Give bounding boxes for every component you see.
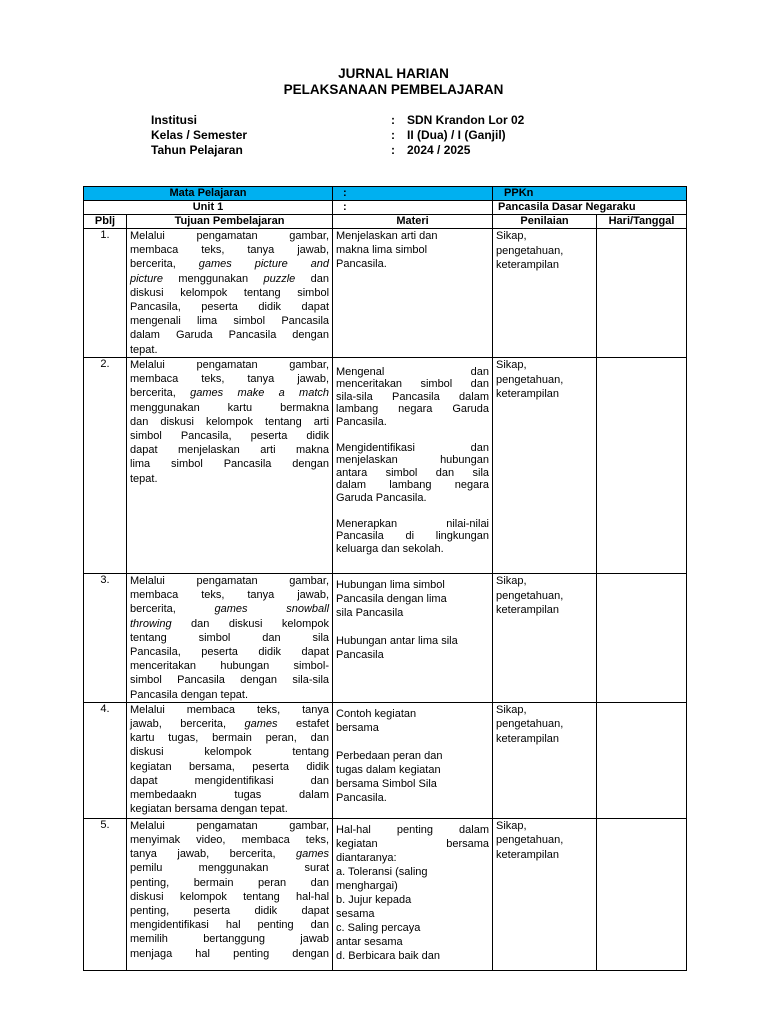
tujuan-line — [130, 386, 329, 400]
materi-cell — [333, 574, 493, 703]
tujuan-line: menceritakan hubungan simbol- — [130, 660, 330, 673]
document-subtitle: PELAKSANAAN PEMBELAJARAN — [283, 82, 504, 97]
tujuan-italic: picture — [130, 272, 164, 285]
info-value: 2024 / 2025 — [407, 143, 471, 157]
materi-line: Mengenal dan — [336, 366, 490, 378]
penilaian-line: pengetahuan, — [496, 834, 564, 847]
tujuan-line: dalam Garuda Pancasila dengan — [130, 329, 330, 342]
tujuan-cell — [127, 229, 333, 358]
materi-line: Pancasila di lingkungan — [336, 530, 490, 543]
tujuan-line: Melalui membaca teks, tanya — [130, 703, 330, 716]
materi-line: bersama Simbol Sila — [336, 777, 437, 790]
tujuan-italic: games make a match — [190, 387, 330, 400]
info-label: Institusi — [151, 113, 198, 127]
penilaian-cell — [493, 574, 597, 703]
tujuan-text: dan — [310, 272, 329, 285]
tujuan-line: dan diskusi kelompok tentang arti — [130, 415, 330, 428]
tujuan-line — [130, 847, 329, 861]
hari-tanggal-cell[interactable] — [597, 574, 687, 703]
materi-line: Pancasila dengan lima — [336, 593, 447, 605]
tujuan-line: membedaakn tugas dalam — [130, 789, 330, 802]
materi-line: sila Pancasila — [336, 607, 404, 619]
column-header-penilaian: Penilaian — [493, 215, 597, 229]
materi-line: menghargai) — [336, 879, 398, 892]
tujuan-line: kegiatan bersama, peserta didik — [130, 760, 330, 773]
materi-line: tugas dalam kegiatan — [336, 763, 441, 776]
tujuan-line: simbol Pancasila dengan sila-sila — [130, 674, 330, 687]
tujuan-line: diskusi kelompok tentang simbol — [130, 286, 330, 299]
info-colon: : — [391, 128, 395, 142]
materi-line: antara simbol dan sila — [336, 466, 490, 479]
tujuan-line: kartu tugas, bermain peran, dan — [130, 732, 330, 745]
column-header-row — [84, 215, 687, 229]
materi-line: Perbedaan peran dan — [336, 749, 443, 762]
materi-line: bersama — [336, 721, 379, 734]
unit-label: Unit 1 — [84, 201, 333, 215]
table-row — [84, 818, 687, 970]
tujuan-line: Melalui pengamatan gambar, — [130, 230, 330, 242]
materi-line: Pancasila. — [336, 258, 387, 270]
penilaian-line: pengetahuan, — [496, 373, 564, 386]
tujuan-cell — [127, 358, 333, 574]
materi-line: a. Toleransi (saling — [336, 865, 428, 878]
penilaian-cell — [493, 358, 597, 574]
tujuan-italic: games — [244, 718, 278, 731]
tujuan-line — [130, 602, 329, 616]
hari-tanggal-cell[interactable] — [597, 818, 687, 970]
materi-line: menjelaskan hubungan — [336, 454, 490, 467]
subject-value: PPKn — [493, 187, 687, 201]
tujuan-italic: puzzle — [263, 272, 296, 285]
penilaian-line: Sikap, — [496, 703, 527, 716]
table-row — [84, 229, 687, 358]
tujuan-line: membaca teks, tanya jawab, — [130, 244, 330, 257]
tujuan-line: penting, bermain peran dan — [130, 876, 330, 889]
penilaian-line: Sikap, — [496, 575, 527, 587]
tujuan-line: diskusi kelompok tentang — [130, 746, 330, 759]
materi-cell — [333, 702, 493, 818]
materi-cell — [333, 229, 493, 358]
tujuan-text: dan diskusi kelompok — [191, 617, 330, 630]
row-number: 5. — [84, 818, 127, 970]
penilaian-line: pengetahuan, — [496, 718, 564, 731]
table-row — [84, 702, 687, 818]
tujuan-line: Melalui pengamatan gambar, — [130, 819, 330, 832]
penilaian-line: pengetahuan, — [496, 589, 564, 602]
materi-line: keluarga dan sekolah. — [336, 542, 444, 555]
info-value: SDN Krandon Lor 02 — [407, 113, 525, 127]
penilaian-line: keterampilan — [496, 848, 559, 861]
materi-line: makna lima simbol — [336, 244, 428, 256]
tujuan-italic: games picture and — [198, 258, 330, 271]
info-label: Kelas / Semester — [151, 128, 248, 142]
materi-line: Pancasila. — [336, 791, 387, 804]
materi-line: d. Berbicara baik dan — [336, 949, 440, 962]
materi-line: kegiatan bersama — [336, 837, 490, 850]
tujuan-line: membaca teks, tanya jawab, — [130, 373, 330, 386]
tujuan-text: bercerita, — [130, 603, 176, 616]
materi-line: Garuda Pancasila. — [336, 491, 427, 504]
tujuan-cell — [127, 702, 333, 818]
tujuan-line: lima simbol Pancasila dengan — [130, 458, 330, 471]
materi-line: lambang negara Garuda — [336, 403, 490, 416]
tujuan-line: diskusi kelompok tentang hal-hal — [130, 890, 330, 903]
materi-line: Hubungan lima simbol — [336, 579, 445, 591]
hari-tanggal-cell[interactable] — [597, 358, 687, 574]
column-header-materi: Materi — [333, 215, 493, 229]
materi-line: Hal-hal penting dalam — [336, 823, 490, 836]
tujuan-text: estafet — [295, 718, 330, 731]
materi-line: Menjelaskan arti dan — [336, 230, 438, 242]
penilaian-line: keterampilan — [496, 388, 559, 400]
tujuan-line: mengidentifikasi hal penting dan — [130, 919, 330, 932]
tujuan-line: Pancasila, peserta didik dapat — [130, 301, 330, 314]
unit-colon: : — [333, 201, 493, 215]
tujuan-text: bercerita, — [130, 387, 176, 400]
tujuan-line: simbol Pancasila, peserta didik — [130, 430, 330, 443]
tujuan-line: dapat mengidentifikasi dan — [130, 774, 330, 787]
materi-cell — [333, 358, 493, 574]
table-row — [84, 358, 687, 574]
penilaian-cell — [493, 702, 597, 818]
table-row — [84, 574, 687, 703]
tujuan-line: mengenali lima simbol Pancasila — [130, 315, 330, 328]
penilaian-cell — [493, 229, 597, 358]
tujuan-line: memilih bertanggung jawab — [130, 933, 330, 946]
info-colon: : — [391, 143, 395, 157]
column-header-hari-tanggal: Hari/Tanggal — [597, 215, 687, 229]
row-number: 1. — [84, 229, 127, 358]
tujuan-line — [130, 272, 329, 286]
info-value: II (Dua) / I (Ganjil) — [407, 128, 506, 142]
tujuan-line — [130, 617, 329, 631]
column-header-tujuan: Tujuan Pembelajaran — [127, 215, 333, 229]
materi-line: Menerapkan nilai-nilai — [336, 518, 490, 531]
column-header-pblj: Pblj — [84, 215, 127, 229]
tujuan-line: Pancasila, peserta didik dapat — [130, 646, 330, 659]
tujuan-italic: games — [296, 848, 330, 861]
info-colon: : — [391, 113, 395, 127]
hari-tanggal-cell[interactable] — [597, 229, 687, 358]
penilaian-line: keterampilan — [496, 259, 559, 271]
materi-line: sesama — [336, 907, 375, 920]
materi-line: menceritakan simbol dan — [336, 378, 490, 391]
tujuan-italic: throwing — [130, 617, 172, 630]
penilaian-line: keterampilan — [496, 604, 559, 616]
tujuan-line — [130, 717, 329, 731]
row-number: 4. — [84, 702, 127, 818]
tujuan-line: Pancasila dengan tepat. — [130, 688, 249, 701]
tujuan-cell — [127, 574, 333, 703]
row-number: 2. — [84, 358, 127, 574]
materi-line: antar sesama — [336, 935, 403, 948]
tujuan-line: menjaga hal penting dengan — [130, 947, 330, 960]
materi-line: diantaranya: — [336, 851, 397, 864]
subject-colon: : — [333, 187, 493, 201]
materi-line: Contoh kegiatan — [336, 707, 417, 720]
penilaian-line: Sikap, — [496, 359, 527, 371]
unit-value: Pancasila Dasar Negaraku — [493, 201, 687, 215]
tujuan-line: penting, peserta didik dapat — [130, 905, 330, 918]
materi-cell — [333, 818, 493, 970]
tujuan-line: pemilu menggunakan surat — [130, 862, 330, 875]
row-number: 3. — [84, 574, 127, 703]
subject-label: Mata Pelajaran — [84, 187, 333, 201]
tujuan-line: tepat. — [130, 472, 158, 485]
tujuan-line: menyimak video, membaca teks, — [130, 834, 330, 847]
materi-line: Mengidentifikasi dan — [336, 442, 490, 455]
penilaian-line: Sikap, — [496, 230, 527, 242]
penilaian-line: keterampilan — [496, 732, 559, 745]
hari-tanggal-cell[interactable] — [597, 702, 687, 818]
tujuan-line: membaca teks, tanya jawab, — [130, 589, 330, 602]
materi-line: c. Saling percaya — [336, 921, 421, 934]
materi-line: Hubungan antar lima sila — [336, 635, 458, 647]
tujuan-text: jawab, bercerita, — [130, 718, 227, 731]
materi-line: Pancasila. — [336, 415, 387, 428]
journal-table — [83, 186, 687, 971]
materi-line: Pancasila — [336, 649, 384, 661]
tujuan-text: bercerita, — [130, 258, 176, 271]
tujuan-line — [130, 257, 329, 271]
unit-row — [84, 201, 687, 215]
penilaian-line: Sikap, — [496, 819, 527, 832]
tujuan-line: dapat menjelaskan arti makna — [130, 444, 330, 457]
tujuan-cell — [127, 818, 333, 970]
tujuan-line: Melalui pengamatan gambar, — [130, 575, 330, 587]
document-title: JURNAL HARIAN — [338, 66, 449, 81]
tujuan-line: tentang simbol dan sila — [130, 631, 330, 644]
tujuan-text: tanya jawab, bercerita, — [130, 848, 276, 861]
tujuan-text: menggunakan — [178, 272, 249, 285]
materi-line: dalam lambang negara — [336, 479, 490, 492]
materi-line: b. Jujur kepada — [336, 893, 412, 906]
tujuan-line: Melalui pengamatan gambar, — [130, 359, 330, 371]
tujuan-line: kegiatan bersama dengan tepat. — [130, 803, 288, 816]
subject-row — [84, 187, 687, 201]
tujuan-line: menggunakan kartu bermakna — [130, 401, 330, 414]
tujuan-italic: games snowball — [214, 603, 330, 616]
penilaian-cell — [493, 818, 597, 970]
penilaian-line: pengetahuan, — [496, 244, 564, 257]
tujuan-line: tepat. — [130, 343, 158, 356]
info-label: Tahun Pelajaran — [151, 143, 243, 157]
materi-line: sila-sila Pancasila dalam — [336, 390, 490, 403]
